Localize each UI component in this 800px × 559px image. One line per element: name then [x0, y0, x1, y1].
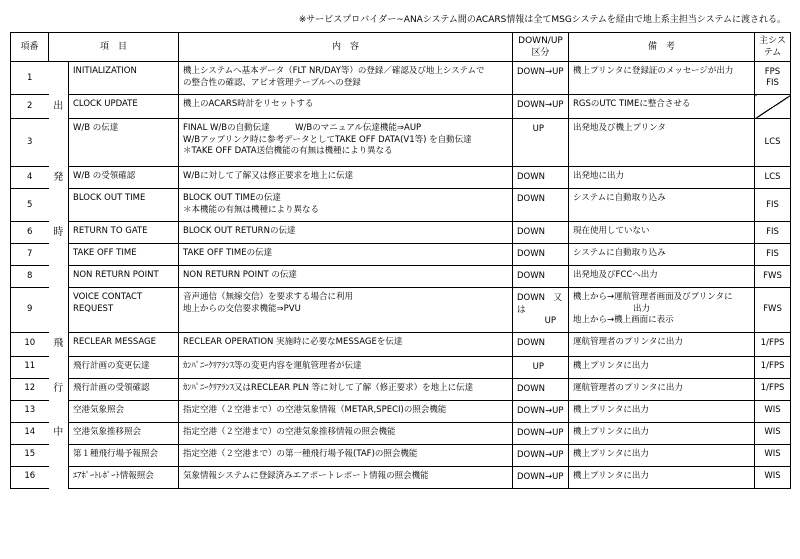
remarks-line: 出発地及び機上プリンタ: [573, 123, 666, 134]
remarks-line: 機上プリンタに登録証のメッセージが出力: [573, 66, 734, 77]
table-row: [11, 62, 791, 95]
phase-marker: [49, 356, 69, 378]
header-direction: DOWN/UP区分: [513, 33, 569, 62]
phase-marker: [49, 244, 69, 266]
item-name: 飛行計画の変更伝達: [69, 356, 179, 378]
direction-value: DOWN→UP: [517, 471, 564, 482]
phase-marker: 飛: [49, 332, 69, 356]
remarks-cell: [569, 189, 755, 222]
content-line: 指定空港（２空港まで）の空港気象推移情報の照会機能: [183, 426, 396, 437]
row-number: 5: [11, 189, 49, 222]
row-number: 6: [11, 222, 49, 244]
system-cell: [755, 422, 791, 444]
direction-cell: [513, 466, 569, 488]
direction-value: DOWN→UP: [517, 405, 564, 416]
direction-cell: [513, 189, 569, 222]
direction-value: DOWN: [517, 249, 546, 260]
phase-marker: [49, 62, 69, 95]
header-content: 内 容: [179, 33, 513, 62]
remarks-line: 機上プリンタに出力: [573, 426, 649, 437]
table-row: [11, 95, 791, 119]
item-name: 第１種飛行場予報照会: [69, 444, 179, 466]
remarks-cell: [569, 119, 755, 167]
content-line: RECLEAR OPERATION 実施時に必要なMESSAGEを伝達: [183, 336, 403, 347]
table-row: [11, 266, 791, 288]
remarks-line: 出発地に出力: [573, 171, 625, 182]
item-name: W/B の受領確認: [69, 167, 179, 189]
remarks-line: 機上プリンタに出力: [573, 360, 649, 371]
phase-marker: [49, 288, 69, 332]
remarks-line: 機上から→運航管理者画面及びプリンタに: [573, 292, 733, 303]
row-number: 10: [11, 332, 49, 356]
system-cell: [755, 119, 791, 167]
system-cell: [755, 444, 791, 466]
system-value: 1/FPS: [760, 338, 785, 349]
content-cell: [179, 332, 513, 356]
remarks-cell: [569, 444, 755, 466]
direction-value: DOWN→UP: [517, 427, 564, 438]
remarks-cell: [569, 332, 755, 356]
remarks-cell: [569, 222, 755, 244]
table-row: [11, 378, 791, 400]
direction-cell: [513, 356, 569, 378]
table-row: [11, 189, 791, 222]
system-value: WIS: [764, 405, 781, 416]
table-row: [11, 332, 791, 356]
direction-cell: [513, 288, 569, 332]
row-number: 4: [11, 167, 49, 189]
content-line: 音声通信（無線交信）を要求する場合に利用: [183, 292, 354, 303]
content-line: W/Bに対して了解又は修正要求を地上に伝達: [183, 171, 354, 182]
content-cell: [179, 244, 513, 266]
item-name: VOICE CONTACT REQUEST: [69, 288, 179, 332]
system-cell: [755, 95, 791, 119]
system-value: WIS: [764, 471, 781, 482]
direction-value: UP: [532, 124, 545, 135]
content-line: ｶﾝﾊﾟﾆｰｸﾘｱﾗﾝｽ等の変更内容を運航管理者が伝達: [183, 360, 362, 371]
direction-cell: [513, 244, 569, 266]
remarks-cell: [569, 244, 755, 266]
direction-value: DOWN: [517, 271, 546, 282]
table-body: [11, 62, 791, 488]
system-cell: [755, 189, 791, 222]
remarks-cell: [569, 400, 755, 422]
row-number: 3: [11, 119, 49, 167]
direction-value: DOWN: [517, 194, 546, 205]
row-number: 2: [11, 95, 49, 119]
system-cell: [755, 378, 791, 400]
content-cell: [179, 378, 513, 400]
table-row: [11, 119, 791, 167]
remarks-line: 出発地及びFCCへ出力: [573, 270, 658, 281]
content-line: 指定空港（２空港まで）の空港気象情報（METAR,SPECI)の照会機能: [183, 404, 447, 415]
content-cell: [179, 95, 513, 119]
content-line: BLOCK OUT TIMEの伝達: [183, 193, 281, 204]
system-value: LCS: [764, 137, 781, 148]
remarks-cell: [569, 266, 755, 288]
system-cell: [755, 244, 791, 266]
direction-value-alt: UP: [544, 316, 557, 327]
system-value: WIS: [764, 427, 781, 438]
phase-marker: [49, 119, 69, 167]
remarks-cell: [569, 95, 755, 119]
remarks-cell: [569, 466, 755, 488]
table-row: [11, 356, 791, 378]
content-cell: [179, 167, 513, 189]
direction-cell: [513, 95, 569, 119]
direction-value: DOWN 又は: [517, 293, 563, 315]
content-cell: [179, 62, 513, 95]
row-number: 12: [11, 378, 49, 400]
phase-marker: [49, 266, 69, 288]
content-line: の整合性の確認、アビオ管理テーブルへの登録: [183, 77, 361, 88]
direction-cell: [513, 222, 569, 244]
content-line: NON RETURN POINT の伝達: [183, 270, 297, 281]
direction-cell: [513, 119, 569, 167]
system-value: LCS: [764, 172, 781, 183]
row-number: 11: [11, 356, 49, 378]
system-cell: [755, 167, 791, 189]
item-name: 空港気象推移照会: [69, 422, 179, 444]
system-cell: [755, 222, 791, 244]
table-header-row: [11, 33, 791, 62]
phase-marker: 発: [49, 167, 69, 189]
item-name: 飛行計画の受領確認: [69, 378, 179, 400]
system-cell: [755, 332, 791, 356]
phase-marker: [49, 444, 69, 466]
content-cell: [179, 119, 513, 167]
content-cell: [179, 422, 513, 444]
content-line: 機上のACARS時計をリセットする: [183, 99, 314, 110]
direction-cell: [513, 167, 569, 189]
remarks-line: システムに自動取り込み: [573, 193, 666, 204]
item-name: RETURN TO GATE: [69, 222, 179, 244]
content-line: TAKE OFF TIMEの伝達: [183, 248, 273, 259]
system-value: FIS: [766, 199, 779, 210]
remarks-line: 地上から→機上画面に表示: [573, 315, 674, 326]
content-line: ＊TAKE OFF DATA送信機能の有無は機種により異なる: [183, 146, 393, 157]
direction-cell: [513, 400, 569, 422]
remarks-cell: [569, 422, 755, 444]
direction-cell: [513, 266, 569, 288]
content-line: 地上からの交信要求機能⇒PVU: [183, 303, 301, 314]
remarks-line: 機上プリンタに出力: [573, 404, 649, 415]
system-value: FWS: [763, 271, 782, 282]
system-value: FIS: [766, 227, 779, 238]
item-name: NON RETURN POINT: [69, 266, 179, 288]
remarks-line: 機上プリンタに出力: [573, 448, 649, 459]
item-name: BLOCK OUT TIME: [69, 189, 179, 222]
table-row: [11, 422, 791, 444]
phase-marker: 時: [49, 222, 69, 244]
direction-value: DOWN: [517, 383, 546, 394]
remarks-line: 出力: [633, 303, 651, 314]
system-value: FWS: [763, 304, 782, 315]
direction-cell: [513, 422, 569, 444]
direction-value: DOWN: [517, 227, 546, 238]
remarks-cell: [569, 356, 755, 378]
system-value: 1/FPS: [760, 361, 785, 372]
direction-value: UP: [532, 361, 545, 372]
direction-cell: [513, 332, 569, 356]
system-cell: [755, 288, 791, 332]
content-line: ｶﾝﾊﾟﾆｰｸﾘｱﾗﾝｽ又はRECLEAR PLN 等に対して了解（修正要求）を地上に伝達: [183, 382, 474, 393]
row-number: 16: [11, 466, 49, 488]
header-no: 項番: [11, 33, 49, 62]
content-cell: [179, 222, 513, 244]
direction-cell: [513, 378, 569, 400]
phase-marker: [49, 400, 69, 422]
system-cell: [755, 356, 791, 378]
direction-value: DOWN→UP: [517, 449, 564, 460]
table-row: [11, 444, 791, 466]
phase-marker: [49, 466, 69, 488]
system-cell: [755, 266, 791, 288]
table-row: [11, 400, 791, 422]
row-number: 15: [11, 444, 49, 466]
remarks-line: 運航管理者のプリンタに出力: [573, 382, 683, 393]
content-line: 指定空港（２空港まで）の第一種飛行場予報(TAF)の照会機能: [183, 448, 418, 459]
header-remarks: 備 考: [569, 33, 755, 62]
content-line: 機上システムへ基本データ（FLT NR/DAY等）の登録／確認及び地上システムで: [183, 66, 485, 77]
item-name: CLOCK UPDATE: [69, 95, 179, 119]
system-value: WIS: [764, 449, 781, 460]
system-value: FIS: [766, 78, 779, 89]
direction-value: DOWN→UP: [517, 100, 564, 111]
content-cell: [179, 266, 513, 288]
row-number: 13: [11, 400, 49, 422]
content-line: FINAL W/Bの自動伝達 W/Bのマニュアル伝達機能⇒AUP: [183, 123, 422, 134]
content-line: W/Bアップリンク時に参考データとしてTAKE OFF DATA(V1等) を自動伝達: [183, 134, 472, 145]
content-cell: [179, 400, 513, 422]
item-name: RECLEAR MESSAGE: [69, 332, 179, 356]
row-number: 7: [11, 244, 49, 266]
item-name: TAKE OFF TIME: [69, 244, 179, 266]
direction-cell: [513, 62, 569, 95]
content-cell: [179, 444, 513, 466]
row-number: 9: [11, 288, 49, 332]
item-name: 空港気象照会: [69, 400, 179, 422]
phase-marker: 出: [49, 95, 69, 119]
remarks-cell: [569, 167, 755, 189]
remarks-line: システムに自動取り込み: [573, 248, 666, 259]
table-row: [11, 167, 791, 189]
table-row: [11, 222, 791, 244]
direction-cell: [513, 444, 569, 466]
remarks-cell: [569, 378, 755, 400]
content-cell: [179, 288, 513, 332]
remarks-cell: [569, 62, 755, 95]
system-value: FIS: [766, 249, 779, 260]
direction-value: DOWN→UP: [517, 67, 564, 78]
direction-value: DOWN: [517, 337, 546, 348]
content-line: 気象情報システムに登録済みエアポートレポート情報の照会機能: [183, 470, 429, 481]
header-note: ※サービスプロバイダー~ANAシステム間のACARS情報は全てMSGシステムを経由で地上系主担当システムに渡される。: [298, 15, 786, 25]
remarks-cell: [569, 288, 755, 332]
system-cell: [755, 400, 791, 422]
item-name: W/B の伝達: [69, 119, 179, 167]
row-number: 14: [11, 422, 49, 444]
remarks-line: 現在使用していない: [573, 226, 650, 237]
direction-value: DOWN: [517, 172, 546, 183]
item-name: ｴｱﾎﾟｰﾄﾚﾎﾟｰﾄ情報照会: [69, 466, 179, 488]
item-name: INITIALIZATION: [69, 62, 179, 95]
header-system: 主システム: [755, 33, 791, 62]
table-row: [11, 288, 791, 332]
content-cell: [179, 466, 513, 488]
phase-marker: 中: [49, 422, 69, 444]
acars-function-table: [10, 32, 791, 489]
row-number: 8: [11, 266, 49, 288]
header-item: 項 目: [49, 33, 179, 62]
remarks-line: RGSのUTC TIMEに整合させる: [573, 99, 691, 110]
system-value: FPS: [764, 66, 781, 77]
remarks-line: 機上プリンタに出力: [573, 470, 649, 481]
phase-marker: 行: [49, 378, 69, 400]
system-cell: [755, 62, 791, 95]
content-line: BLOCK OUT RETURNの伝達: [183, 226, 296, 237]
content-cell: [179, 356, 513, 378]
content-cell: [179, 189, 513, 222]
table-row: [11, 466, 791, 488]
remarks-line: 運航管理者のプリンタに出力: [573, 336, 683, 347]
content-line: ＊本機能の有無は機種により異なる: [183, 204, 320, 215]
system-cell: [755, 466, 791, 488]
table-row: [11, 244, 791, 266]
row-number: 1: [11, 62, 49, 95]
phase-marker: [49, 189, 69, 222]
system-value: 1/FPS: [760, 383, 785, 394]
